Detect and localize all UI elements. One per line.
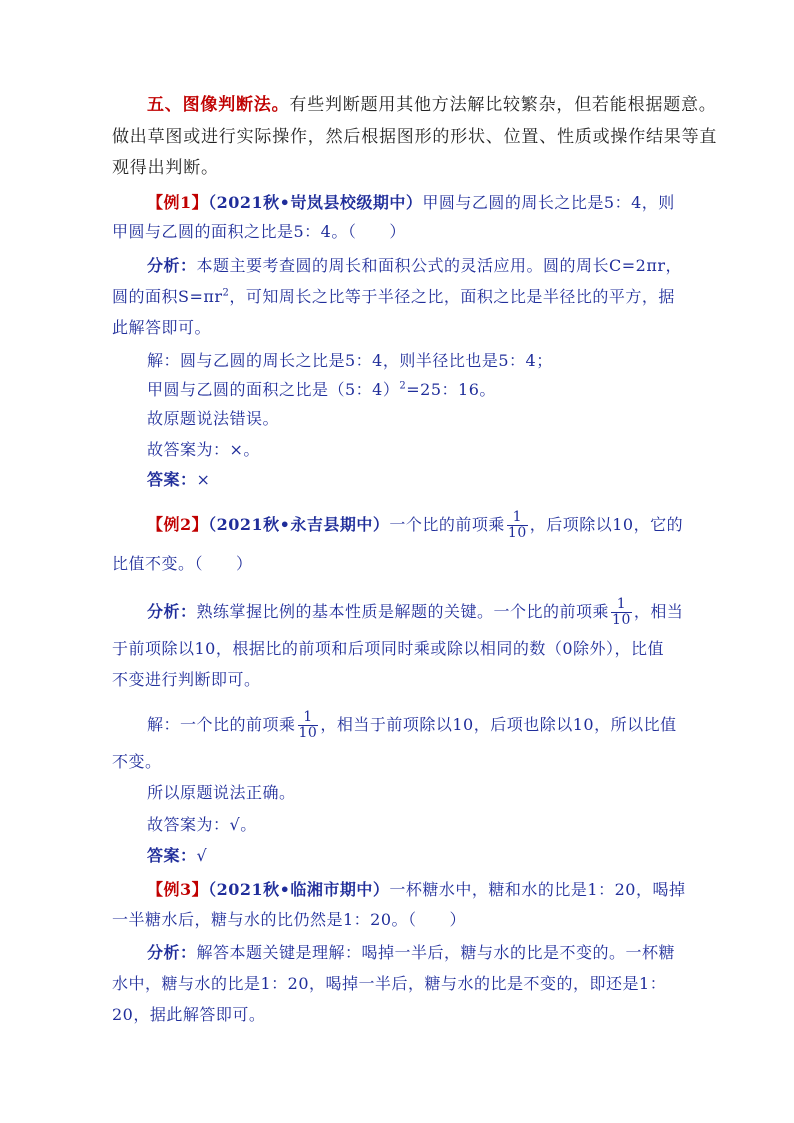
fraction-one-tenth: $\frac{1}{10}$ [298,709,318,741]
example-1-solution-line-3: 故原题说法错误。 [147,409,280,428]
example-2-solution-line-1: 解：一个比的前项乘 $\frac{1}{10}$ ，相当于前项除以10，后项也除以10，所以比值 [147,709,677,741]
example-2-question-line-1: 【例2】（2021秋•永吉县期中）一个比的前项乘 $\frac{1}{10}$ ，后项除以10，它的 [147,509,684,541]
example-2-question-line-2: 比值不变。（ ） [112,554,253,573]
example-2-solution-line-3: 所以原题说法正确。 [147,783,296,802]
example-2-answer: 答案：√ [147,846,208,865]
example-3-question-line-1: 【例3】（2021秋•临湘市期中）一杯糖水中，糖和水的比是1：20，喝掉 [147,880,686,899]
intro-line-1: 五、图像判断法。有些判断题用其他方法解比较繁杂，但若能根据题意。 [147,95,717,115]
example-3-analysis-line-1: 分析：解答本题关键是理解：喝掉一半后，糖与水的比是不变的。一杯糖 [147,943,676,962]
example-1-solution-line-4: 故答案为：×。 [147,440,260,459]
intro-line-3: 观得出判断。 [112,158,219,178]
example-1-answer: 答案：× [147,470,211,489]
example-1-question-line-2: 甲圆与乙圆的面积之比是5：4。（ ） [112,222,406,241]
example-1-analysis-line-2: 圆的面积$S=\pi r^2$，可知周长之比等于半径之比，面积之比是半径比的平方，据 [112,287,675,306]
section-heading: 五、图像判断法。 [147,95,290,115]
example-2-analysis-line-2: 于前项除以10，根据比的前项和后项同时乘或除以相同的数（0除外），比值 [112,639,665,658]
example-1-analysis-line-1: 分析：本题主要考查圆的周长和面积公式的灵活应用。圆的周长C=2πr， [147,256,683,275]
example-3-analysis-line-3: 20，据此解答即可。 [112,1005,266,1024]
example-2-solution-line-4: 故答案为：√。 [147,815,257,834]
fraction-one-tenth: $\frac{1}{10}$ [507,509,527,541]
example-3-analysis-line-2: 水中，糖与水的比是1：20，喝掉一半后，糖与水的比是不变的，即还是1： [112,974,667,993]
intro-line-2: 做出草图或进行实际操作，然后根据图形的形状、位置、性质或操作结果等直 [112,127,718,147]
example-2-solution-line-2: 不变。 [112,752,162,771]
example-3-question-line-2: 一半糖水后，糖与水的比仍然是1：20。（ ） [112,910,467,929]
example-1-solution-line-1: 解：圆与乙圆的周长之比是5：4，则半径比也是5：4； [147,351,553,370]
example-1-solution-line-2: 甲圆与乙圆的面积之比是（5：4）$^2$=25：16。 [147,380,496,399]
example-2-analysis-line-1: 分析：熟练掌握比例的基本性质是解题的关键。一个比的前项乘 $\frac{1}{10}$ ，相当 [147,596,684,628]
example-2-analysis-line-3: 不变进行判断即可。 [112,670,261,689]
example-1-question-line-1: 【例1】（2021秋•岢岚县校级期中）甲圆与乙圆的周长之比是5：4，则 [147,193,675,212]
example-1-analysis-line-3: 此解答即可。 [112,318,212,337]
fraction-one-tenth: $\frac{1}{10}$ [612,596,631,628]
